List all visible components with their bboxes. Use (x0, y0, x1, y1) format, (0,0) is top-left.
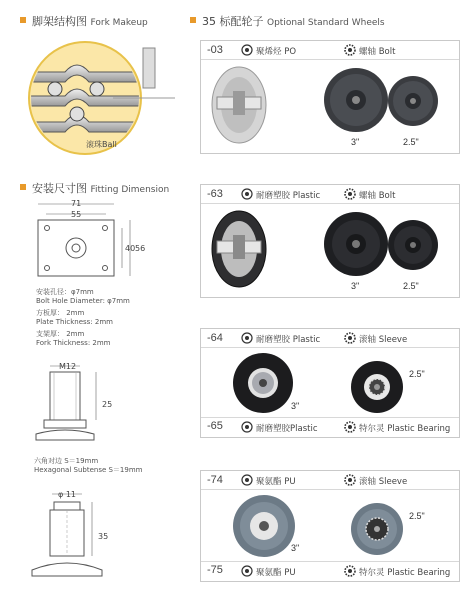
size-3in-label: 3" (291, 401, 300, 411)
material-label: 聚烯烃 PO (256, 47, 297, 57)
product-code: -03 (207, 44, 223, 56)
material-label-65: 耐磨塑胶Plastic (256, 424, 318, 434)
size-2-5in-label: 2.5" (409, 369, 425, 379)
bearing-gear-icon (344, 44, 356, 56)
fitting-heading (32, 180, 169, 196)
wheel-panel-64-65 (200, 328, 460, 438)
note-bolt-hole-cn: 安装孔径：φ7mm (36, 288, 94, 296)
product-code-75: -75 (207, 564, 223, 576)
wheel-panel-63 (200, 184, 460, 298)
socket-stem-drawing (30, 490, 150, 585)
product-code-74: -74 (207, 474, 223, 486)
size-3in-label: 3" (291, 543, 300, 553)
dim-40: 40 (125, 244, 136, 253)
material-label-64: 耐磨塑胶 Plastic (256, 335, 321, 345)
panel-divider (201, 561, 459, 562)
wheels-heading-en: Optional Standard Wheels (267, 18, 385, 28)
wheel-material-icon (241, 421, 253, 433)
material-label: 耐磨塑胶 Plastic (256, 191, 321, 201)
product-code: -63 (207, 188, 223, 200)
bearing-gear-icon (344, 188, 356, 200)
wheel-3in-image (231, 351, 295, 415)
note-fork-cn: 支架厚： 2mm (36, 330, 85, 338)
panel-header (201, 41, 459, 60)
wheels-heading-num: 35 (202, 15, 216, 28)
hex-note-en: Hexagonal Subtense S＝19mm (34, 466, 143, 474)
wheel-material-icon (241, 44, 253, 56)
wheel-2-5in-image (385, 73, 441, 129)
bearing-gear-icon (344, 332, 356, 344)
wheel-material-icon (241, 474, 253, 486)
panel-header (201, 471, 459, 490)
wheel-2-5in-image (385, 217, 441, 273)
bearing-label-64: 滚轴 Sleeve (359, 335, 408, 345)
fitting-heading-cn: 安装尺寸图 (32, 182, 87, 195)
note-bolt-hole-en: Bolt Hole Diameter: φ7mm (36, 297, 130, 305)
panel-header (201, 329, 459, 348)
bearing-label-74: 滚轴 Sleeve (359, 477, 408, 487)
hex-note-cn: 六角对边 S＝19mm (34, 457, 99, 465)
wheel-2-5in-image (349, 501, 405, 557)
product-code-65: -65 (207, 420, 223, 432)
section-bullet (20, 184, 26, 190)
size-2-5in-label: 2.5" (409, 511, 425, 521)
panel-divider (201, 417, 459, 418)
wheel-2-5in-image (349, 359, 405, 415)
bearing-label: 螺轴 Bolt (359, 191, 396, 201)
dim-55: 55 (71, 210, 82, 219)
wheels-heading-cn: 标配轮子 (219, 15, 264, 28)
dim-35: 35 (98, 532, 109, 541)
size-3in-label: 3" (351, 137, 360, 147)
dim-phi-11: φ 11 (58, 490, 76, 499)
wheels-heading (202, 13, 385, 29)
bearing-gear-icon (344, 421, 356, 433)
size-3in-label: 3" (351, 281, 360, 291)
wheel-3in-image (321, 65, 391, 135)
threaded-stem-drawing (30, 362, 150, 452)
size-2-5in-label: 2.5" (403, 137, 419, 147)
material-label-75: 聚氨酯 PU (256, 568, 296, 578)
bearing-gear-icon (344, 565, 356, 577)
material-label-74: 聚氨酯 PU (256, 477, 296, 487)
dim-71: 71 (71, 199, 82, 208)
bearing-label-65: 特尔灵 Plastic Bearing (359, 424, 451, 434)
note-plate-cn: 方板厚： 2mm (36, 309, 85, 317)
note-fork-en: Fork Thickness: 2mm (36, 339, 111, 347)
fork-heading (32, 13, 148, 29)
wheel-panel-74-75 (200, 470, 460, 582)
note-plate-en: Plate Thickness: 2mm (36, 318, 114, 326)
dim-m12: M12 (59, 362, 77, 371)
fork-heading-en: Fork Makeup (90, 18, 148, 28)
plate-dimension-drawing (28, 198, 158, 288)
bearing-gear-icon (344, 474, 356, 486)
wheel-material-icon (241, 565, 253, 577)
size-2-5in-label: 2.5" (403, 281, 419, 291)
bearing-label: 螺轴 Bolt (359, 47, 396, 57)
wheel-3in-image (321, 209, 391, 279)
dim-56: 56 (135, 244, 146, 253)
wheel-panel-03 (200, 40, 460, 154)
wheel-material-icon (241, 188, 253, 200)
product-code-64: -64 (207, 332, 223, 344)
wheel-cross-section-image (209, 207, 269, 292)
fork-heading-cn: 脚架结构图 (32, 15, 87, 28)
section-bullet (20, 17, 26, 23)
dim-25: 25 (102, 400, 113, 409)
wheel-cross-section-image (209, 63, 269, 148)
wheel-3in-image (231, 493, 300, 559)
wheel-material-icon (241, 332, 253, 344)
ball-label: 滚珠Ball (86, 140, 117, 149)
fitting-heading-en: Fitting Dimension (90, 185, 170, 195)
panel-header (201, 185, 459, 204)
bearing-label-75: 特尔灵 Plastic Bearing (359, 568, 451, 578)
section-bullet (190, 17, 196, 23)
